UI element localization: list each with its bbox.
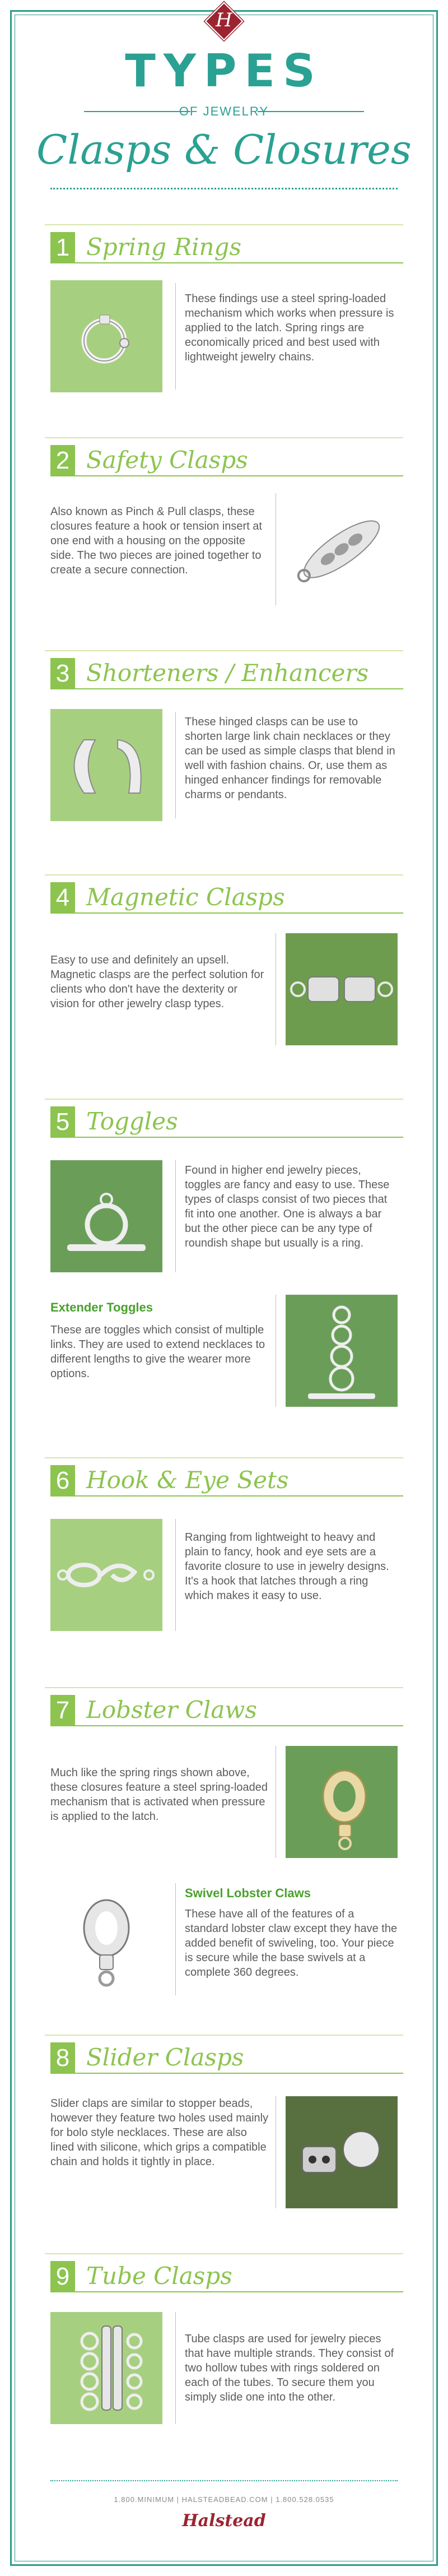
section-number: 2 [50, 445, 75, 476]
section-top-rule [45, 2035, 403, 2036]
section-7-header [45, 1687, 403, 1726]
section-3-header [45, 650, 403, 689]
section-top-rule [45, 1457, 403, 1458]
extender-toggle-photo [286, 1295, 398, 1407]
section-number: 7 [50, 1695, 75, 1726]
section-title: Toggles [86, 1108, 178, 1135]
section-title: Shorteners / Enhancers [86, 659, 369, 687]
section-1-text: These findings use a steel spring-loaded mechanism which works when pressure is applied to the latch. Spring rings are economically priced and best used with lightweight jewelry chains. [185, 293, 394, 363]
halstead-crest-logo [205, 2, 243, 40]
section-title: Tube Clasps [86, 2262, 232, 2290]
section-underline [75, 262, 403, 263]
safety-clasp-photo [286, 493, 398, 605]
section-top-rule [45, 2253, 403, 2254]
section-6-header [45, 1457, 403, 1497]
section-top-rule [45, 224, 403, 225]
extender-toggles-text: These are toggles which consist of multiple links. They are used to extend necklaces to different lengths to give the wearer more options. [50, 1324, 265, 1380]
text-rule [175, 1160, 176, 1272]
section-number: 4 [50, 882, 75, 914]
magnetic-clasp-photo [286, 933, 398, 1045]
section-5-text: Found in higher end jewelry pieces, toggles are fancy and easy to use. These types of clasps consist of two pieces that fit into one another. One is always a bar but the other piece can be any type of roundish shape but usually is a ring. [185, 1164, 390, 1249]
text-rule [175, 1883, 176, 1995]
hook-eye-photo [50, 1519, 162, 1631]
shortener-enhancer-photo [50, 709, 162, 821]
section-title: Lobster Claws [86, 1696, 257, 1723]
section-8-text: Slider claps are similar to stopper beads, however they feature two holes used mainly for bolo style necklaces. These are also lined with silicone, which grips a compatible chain and holds it tightly in place. [50, 2097, 269, 2168]
section-underline [75, 475, 403, 476]
section-number: 8 [50, 2042, 75, 2074]
section-title: Hook & Eye Sets [86, 1466, 289, 1494]
header-dotted-divider [50, 188, 398, 189]
section-underline [75, 1495, 403, 1497]
section-top-rule [45, 437, 403, 438]
section-underline [75, 1137, 403, 1138]
section-8-header [45, 2035, 403, 2074]
tube-clasp-photo [50, 2312, 162, 2424]
section-9-header [45, 2253, 403, 2292]
section-underline [75, 1725, 403, 1726]
section-top-rule [45, 650, 403, 651]
section-number: 6 [50, 1465, 75, 1497]
toggle-clasp-photo [50, 1160, 162, 1272]
section-top-rule [45, 1687, 403, 1688]
footer-halstead-logo: Halstead [182, 2511, 266, 2531]
section-title: Safety Clasps [86, 446, 248, 474]
footer-dotted-divider [50, 2480, 398, 2481]
section-2-header [45, 437, 403, 476]
slider-clasp-photo [286, 2096, 398, 2208]
section-number: 5 [50, 1106, 75, 1138]
section-7-text: Much like the spring rings shown above, these closures feature a steel spring-loaded mechanism that is activated when pressure is applied to the latch. [50, 1767, 268, 1823]
section-underline [75, 688, 403, 689]
swivel-lobster-text: These have all of the features of a standard lobster claw except they have the added benefit of swiveling, too. Your piece is secure while the base swivels at a complete 360 degrees. [185, 1908, 398, 1979]
header-of-jewelry: OF JEWELRY [179, 104, 269, 118]
section-title: Spring Rings [86, 233, 241, 261]
swivel-lobster-heading: Swivel Lobster Claws [185, 1886, 311, 1900]
text-rule [175, 1519, 176, 1631]
section-title: Slider Clasps [86, 2044, 244, 2071]
crest-letter: H [216, 9, 232, 31]
section-underline [75, 2291, 403, 2292]
swivel-lobster-photo [50, 1883, 162, 1995]
section-6-text: Ranging from lightweight to heavy and plain to fancy, hook and eye sets are a favorite closure to use in jewelry designs. It's a hook that latches through a ring which makes it easy to use. [185, 1531, 389, 1602]
section-4-text: Easy to use and definitely an upsell. Magnetic clasps are the perfect solution for clients who don't have the dexterity or vision for other jewelry clasp types. [50, 954, 264, 1010]
text-rule [175, 283, 176, 390]
section-underline [75, 912, 403, 914]
section-9-text: Tube clasps are used for jewelry pieces that have multiple strands. They consist of two hollow tubes with rings soldered on each of the tubes. To secure them you simply slide one into the other. [185, 2333, 394, 2403]
section-top-rule [45, 1099, 403, 1100]
footer-contact: 1.800.MINIMUM | HALSTEADBEAD.COM | 1.800.528.0535 [114, 2495, 334, 2504]
section-underline [75, 2073, 403, 2074]
spring-ring-photo [50, 280, 162, 392]
section-number: 9 [50, 2261, 75, 2292]
section-3-text: These hinged clasps can be use to shorten large link chain necklaces or they can be used as simple clasps that blend in well with fashion chains. Or, use them as hinged enhancer findings for removable charms or pendants. [185, 716, 395, 801]
section-4-header [45, 874, 403, 914]
section-1-header [45, 224, 403, 263]
text-rule [175, 2312, 176, 2424]
text-rule [175, 712, 176, 818]
section-5-header [45, 1099, 403, 1138]
header-clasps-closures: Clasps & Closures [36, 126, 412, 173]
extender-toggles-heading: Extender Toggles [50, 1300, 153, 1314]
section-2-text: Also known as Pinch & Pull clasps, these closures feature a hook or tension insert at one end with a housing on the opposite side. The two pieces are joined together to create a secure connection. [50, 506, 262, 576]
section-number: 1 [50, 232, 75, 263]
header-types: TYPES [125, 45, 323, 97]
section-title: Magnetic Clasps [86, 883, 285, 911]
section-number: 3 [50, 658, 75, 689]
section-top-rule [45, 874, 403, 875]
lobster-claw-photo [286, 1746, 398, 1858]
